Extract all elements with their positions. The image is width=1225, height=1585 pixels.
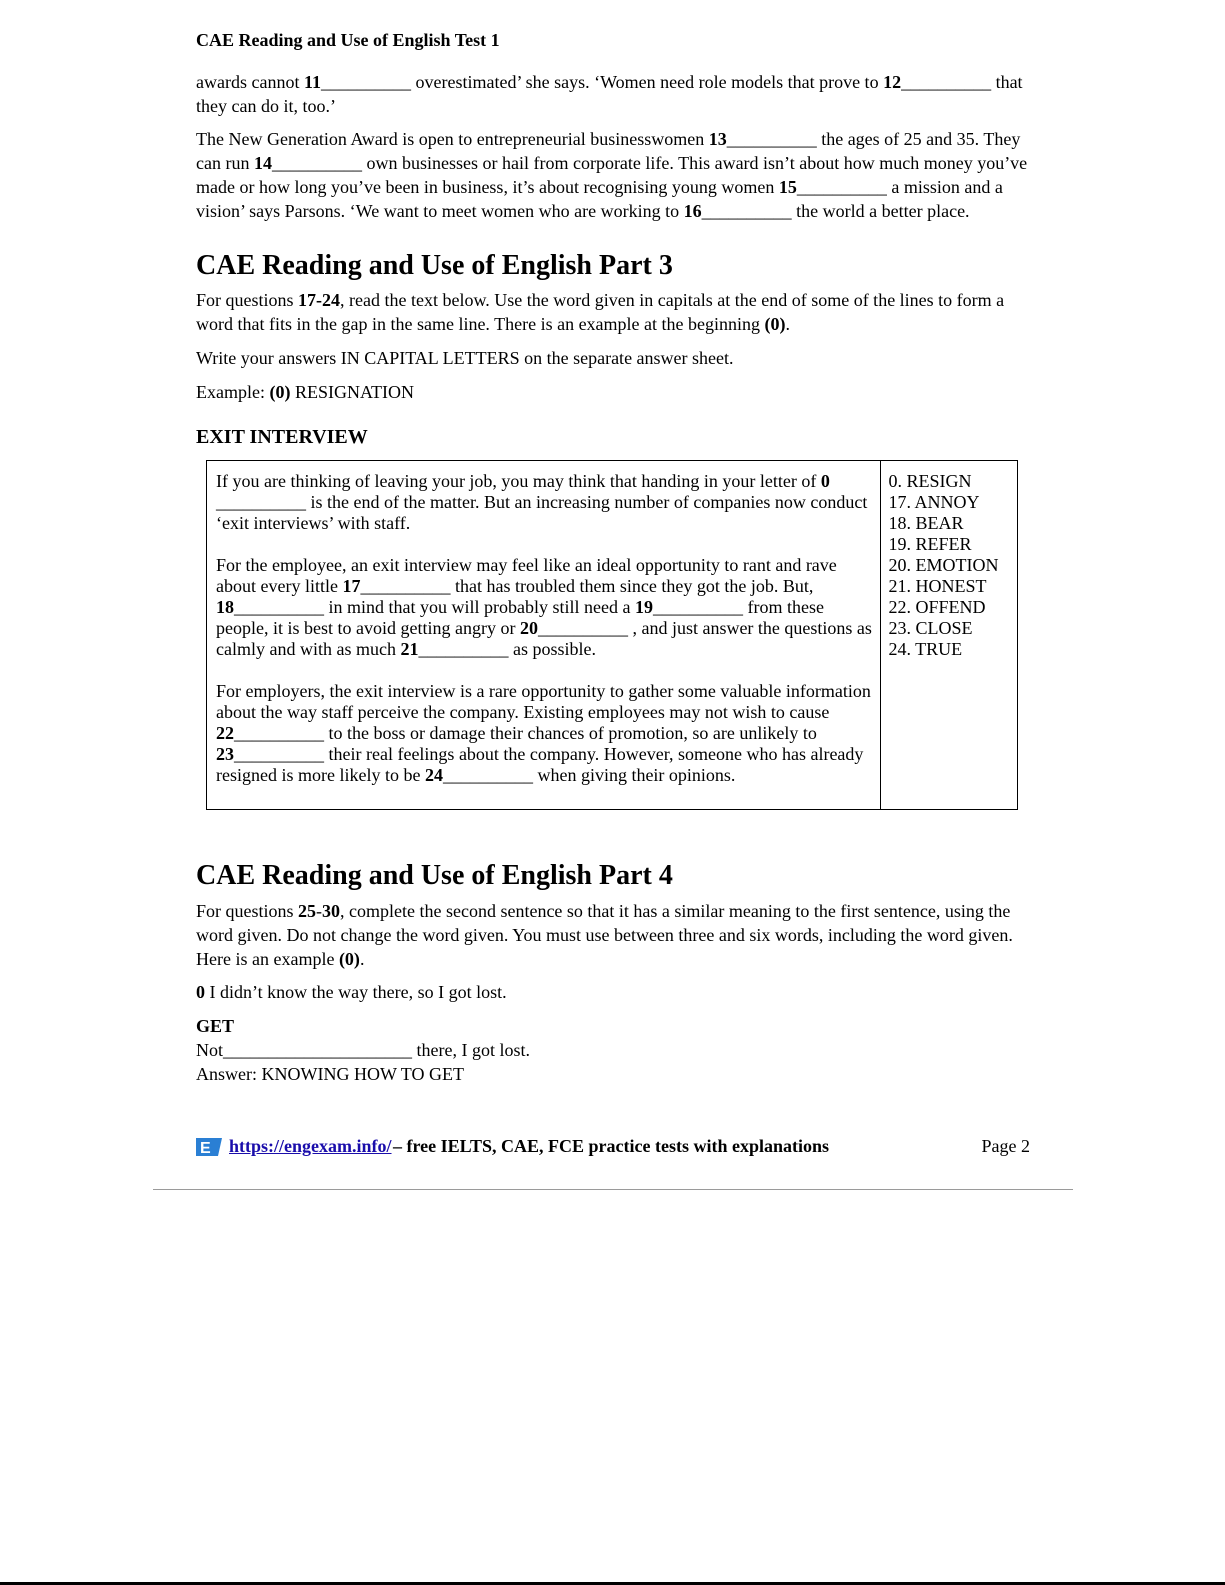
example-number: (0) xyxy=(269,382,291,402)
question-range: 17-24 xyxy=(298,290,341,310)
text-run: __________ as possible. xyxy=(418,639,596,659)
text-title: EXIT INTERVIEW xyxy=(196,426,368,448)
question-number: 21 xyxy=(400,639,419,659)
text-run: __________ when giving their opinions. xyxy=(442,765,736,785)
list-item: 24. TRUE xyxy=(888,639,963,659)
text-run: __________ a mission and a vision’ says Parsons. ‘We want to meet women who are working to xyxy=(196,177,1003,221)
text-run: __________ to the boss or damage their chances of promotion, so are unlikely to xyxy=(234,723,817,743)
question-number: 19 xyxy=(634,597,653,617)
part4-heading: CAE Reading and Use of English Part 4 xyxy=(196,860,673,891)
text-run: , complete the second sentence so that it has a similar meaning to the first sentence, using the word given. Do not change the word given. You must use between three and six words, including the word given. Here is an example xyxy=(196,901,1013,969)
text-run: __________ the world a better place. xyxy=(701,201,970,221)
part3-heading: CAE Reading and Use of English Part 3 xyxy=(196,250,673,281)
text-run: __________ , and just answer the questions as calmly and with as much xyxy=(216,618,872,659)
question-number: 22 xyxy=(216,723,234,743)
example-label: Example: xyxy=(196,382,270,402)
part2-paragraph-2 xyxy=(196,127,1030,223)
part3-instructions xyxy=(196,288,1030,336)
question-number: 0 xyxy=(820,471,830,491)
word-list-cell xyxy=(881,461,1018,810)
text-run: __________ is the end of the matter. But an increasing number of companies now conduct ‘exit interviews’ with staff. xyxy=(216,492,868,533)
footer-divider xyxy=(153,1189,1073,1190)
text-run: I didn’t know the way there, so I got lost. xyxy=(205,982,507,1002)
passage-paragraph-1 xyxy=(216,471,872,534)
question-range-start: 25 xyxy=(298,901,317,921)
question-number: 20 xyxy=(519,618,538,638)
text-run: . xyxy=(359,949,365,969)
part4-key-word: GET xyxy=(196,1016,235,1036)
text-run: If you are thinking of leaving your job, you may think that handing in your letter of xyxy=(216,471,821,491)
word-list xyxy=(888,471,1009,660)
question-number: 13 xyxy=(708,129,727,149)
example-answer: RESIGNATION xyxy=(290,382,414,402)
text-run: __________ their real feelings about the company. However, someone who has already resigned is more likely to be xyxy=(216,744,864,785)
text-run: . xyxy=(785,314,791,334)
question-number: 14 xyxy=(253,153,272,173)
part4-instructions xyxy=(196,899,1030,971)
text-run: For employers, the exit interview is a rare opportunity to gather some valuable information about the way staff perceive the company. Existing employees may not wish to cause xyxy=(216,681,871,722)
part2-paragraph-1 xyxy=(196,70,1030,118)
text-run: __________ that has troubled them since they got the job. But, xyxy=(360,576,814,596)
text-run: __________ own businesses or hail from corporate life. This award isn’t about how much money you’ve made or how long you’ve been in business, it’s about recognising young women xyxy=(196,153,1028,197)
table-row xyxy=(207,461,1018,810)
example-number: 0 xyxy=(196,982,205,1002)
text-run: - xyxy=(316,901,323,921)
question-number: 18 xyxy=(216,597,234,617)
exit-interview-table xyxy=(206,460,1018,810)
list-item: 20. EMOTION xyxy=(888,555,999,575)
list-item: 23. CLOSE xyxy=(888,618,973,638)
text-run: For the employee, an exit interview may feel like an ideal opportunity to rant and rave about every little xyxy=(216,555,837,596)
text-run: awards cannot xyxy=(196,72,304,92)
engexam-link[interactable]: https://engexam.info/ xyxy=(229,1136,392,1156)
text-run: The New Generation Award is open to entrepreneurial businesswomen xyxy=(196,129,709,149)
text-run: , read the text below. Use the word given in capitals at the end of some of the lines to form a word that fits in the gap in the same line. There is an example at the beginning xyxy=(196,290,1005,334)
example-number: (0) xyxy=(338,949,360,969)
list-item: 21. HONEST xyxy=(888,576,987,596)
list-item: 17. ANNOY xyxy=(888,492,980,512)
question-number: 23 xyxy=(216,744,234,764)
part4-answer: Answer: KNOWING HOW TO GET xyxy=(196,1064,464,1084)
part4-example-sentence xyxy=(196,980,1030,1004)
passage-paragraph-2 xyxy=(216,555,872,660)
passage-cell xyxy=(207,461,881,810)
logo-letter: E xyxy=(200,1140,211,1156)
question-range-end: 30 xyxy=(322,901,341,921)
engexam-logo-icon xyxy=(196,1138,222,1156)
part4-gapped-sentence: Not_____________________ there, I got lost. xyxy=(196,1040,530,1060)
question-number: 11 xyxy=(303,72,321,92)
question-number: 12 xyxy=(883,72,902,92)
list-item: 0. RESIGN xyxy=(888,471,972,491)
running-header: CAE Reading and Use of English Test 1 xyxy=(196,30,500,50)
text-run: __________ overestimated’ she says. ‘Women need role models that prove to xyxy=(320,72,884,92)
list-item: 19. REFER xyxy=(888,534,972,554)
list-item: 22. OFFEND xyxy=(888,597,986,617)
text-run: __________ from these people, it is best to avoid getting angry or xyxy=(216,597,824,638)
text-run: For questions xyxy=(196,290,299,310)
question-number: 24 xyxy=(424,765,443,785)
page-footer xyxy=(196,1136,1030,1160)
example-number: (0) xyxy=(764,314,786,334)
text-run: __________ the ages of 25 and 35. They can run xyxy=(196,129,1021,173)
list-item: 18. BEAR xyxy=(888,513,964,533)
part3-example xyxy=(196,380,1030,404)
footer-tagline: – free IELTS, CAE, FCE practice tests with explanations xyxy=(393,1136,829,1156)
text-run: __________ in mind that you will probably still need a xyxy=(234,597,635,617)
question-number: 15 xyxy=(778,177,797,197)
text-run: __________ that they can do it, too.’ xyxy=(196,72,1023,116)
question-number: 16 xyxy=(683,201,702,221)
page-number: Page 2 xyxy=(981,1136,1030,1156)
passage-paragraph-3 xyxy=(216,681,872,786)
question-number: 17 xyxy=(342,576,361,596)
part3-answer-instruction: Write your answers IN CAPITAL LETTERS on the separate answer sheet. xyxy=(196,348,734,368)
text-run: For questions xyxy=(196,901,299,921)
